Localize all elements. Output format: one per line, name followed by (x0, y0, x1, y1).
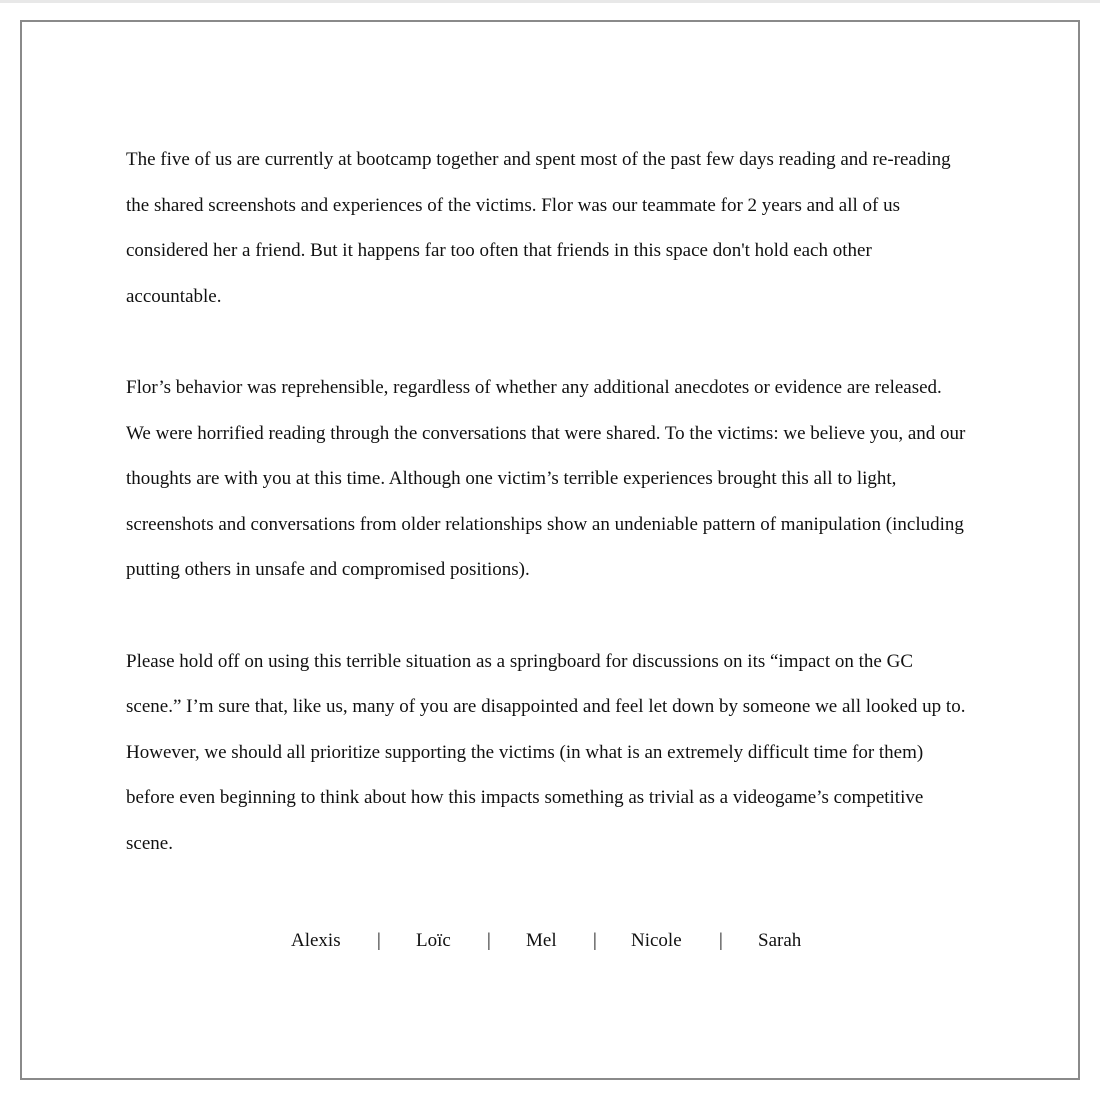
signature-alexis: Alexis (291, 930, 341, 951)
signature-separator: | (593, 930, 597, 951)
paragraph-1: The five of us are currently at bootcamp together and spent most of the past few days reading and re-reading the shared screenshots and experiences of the victims. Flor was our teammate for 2 years and all of us considered her a friend. But it happens far too often that friends in this space don't hold each other accountable. (126, 149, 951, 307)
signature-separator: | (487, 930, 491, 951)
signature-mel: Mel (526, 930, 557, 951)
paragraph-2: Flor’s behavior was reprehensible, regardless of whether any additional anecdotes or evidence are released. We were horrified reading through the conversations that were shared. To the victims: we believe you, and our thoughts are with you at this time. Although one victim’s terrible experiences brought this all to light, screenshots and conversations from older relationships show an undeniable pattern of manipulation (including putting others in unsafe and compromised positions). (126, 376, 966, 581)
document-body (126, 137, 966, 912)
paragraph-3: Please hold off on using this terrible situation as a springboard for discussions on its “impact on the GC scene.” I’m sure that, like us, many of you are disappointed and feel let down by someone we all looked up to. However, we should all prioritize supporting the victims (in what is an extremely difficult time for them) before even beginning to think about how this impacts something as trivial as a videogame’s competitive scene. (126, 650, 966, 854)
signature-nicole: Nicole (631, 930, 682, 951)
signature-separator: | (377, 930, 381, 951)
signature-loic: Loïc (416, 930, 451, 951)
signature-sarah: Sarah (758, 930, 802, 951)
document-page (20, 20, 1080, 1080)
top-edge-bar (0, 0, 1100, 3)
signature-line (22, 920, 1078, 964)
signature-separator: | (719, 930, 723, 951)
